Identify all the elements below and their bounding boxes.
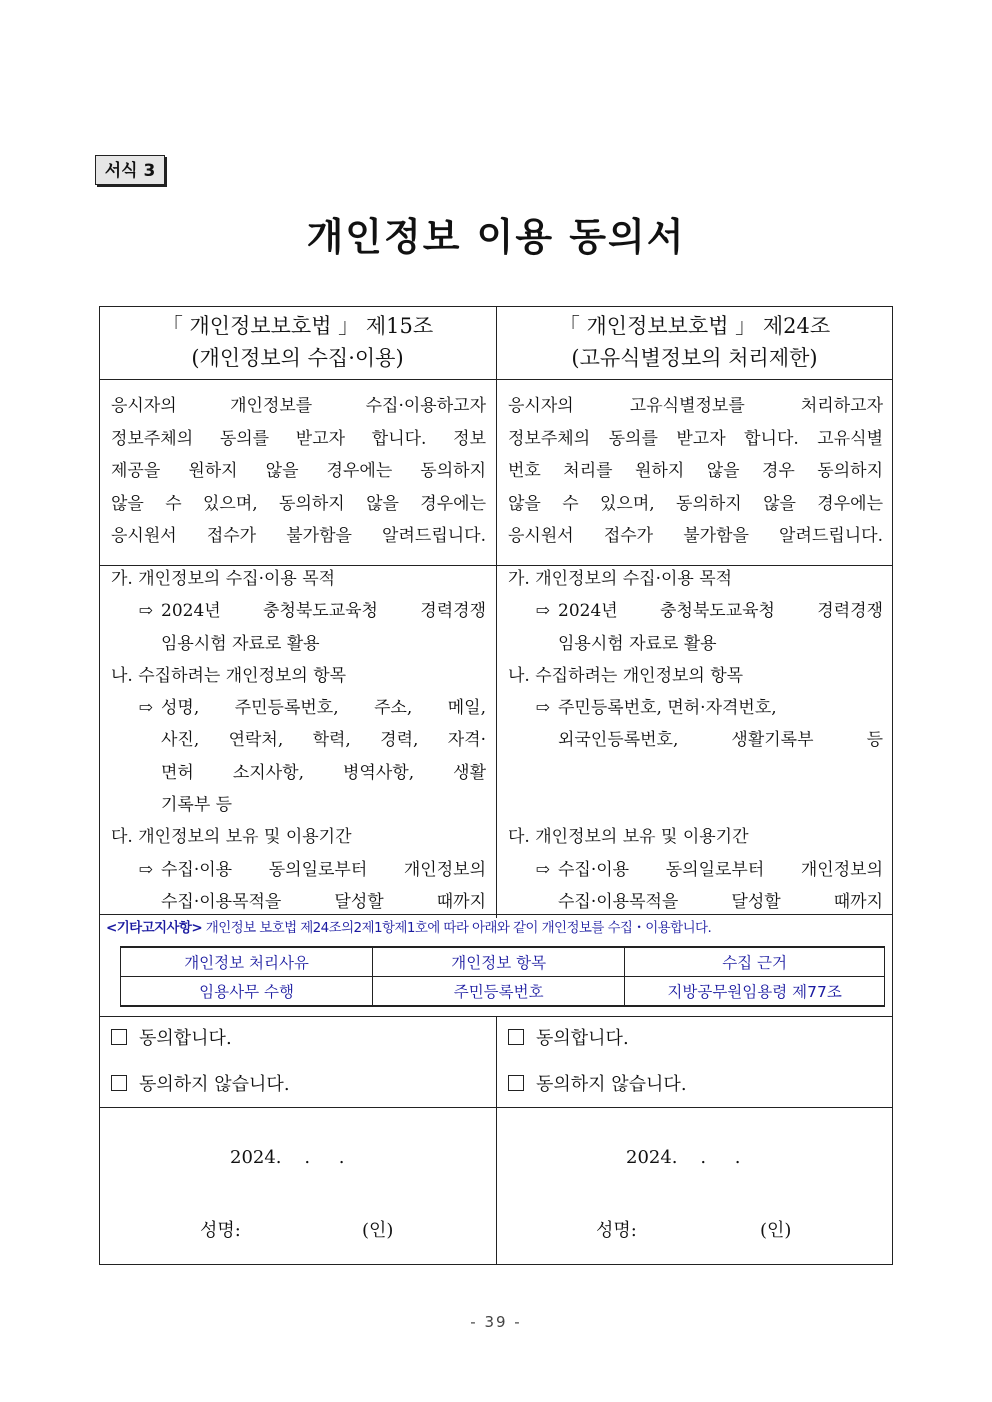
table-cell: 주민등록번호 [373, 977, 625, 1007]
arrow-right-icon: ⇨ [138, 859, 153, 880]
page-number: - 39 - [470, 1313, 522, 1331]
checkbox[interactable] [508, 1075, 524, 1091]
detail-line: 수집·이용 동의일로부터 개인정보의 [558, 859, 883, 880]
disagree-label: 동의하지 않습니다. [139, 1074, 290, 1095]
period-heading: 다. 개인정보의 보유 및 이용기간 [111, 827, 352, 848]
detail-line: 사진, 연락처, 학력, 경력, 자격· [161, 730, 486, 751]
other-notice [106, 916, 886, 936]
detail-line: 주민등록번호, 면허·자격번호, [558, 698, 777, 719]
left-disagree-option[interactable] [111, 1062, 496, 1108]
arrow-right-icon: ⇨ [138, 698, 153, 719]
period-detail [508, 854, 883, 919]
intro-line: 않을 수 있으며, 동의하지 않을 경우에는 [508, 493, 883, 514]
notice-label: <기타고지사항> [106, 920, 203, 936]
items-detail [508, 692, 883, 757]
table-header-cell: 수집 근거 [625, 947, 885, 977]
arrow-right-icon: ⇨ [535, 601, 550, 622]
notice-text: 개인정보 보호법 제24조의2제1항제1호에 따라 아래와 같이 개인정보를 수집・이용합니다. [202, 920, 712, 936]
period-heading: 다. 개인정보의 보유 및 이용기간 [508, 827, 749, 848]
checkbox[interactable] [111, 1029, 127, 1045]
intro-line: 번호 처리를 원하지 않을 경우 동의하지 [508, 461, 883, 481]
detail-line: 면허 소지사항, 병역사항, 생활 [161, 762, 486, 783]
detail-line: 임용시험 자료로 활용 [161, 633, 320, 654]
items-heading: 나. 수집하려는 개인정보의 항목 [508, 665, 744, 686]
row-divider-header [99, 379, 893, 380]
left-header [99, 310, 496, 374]
purpose-heading: 가. 개인정보의 수집·이용 목적 [508, 569, 733, 589]
intro-line: 응시자의 고유식별정보를 처리하고자 [508, 396, 883, 416]
intro-line: 응시원서 접수가 불가함을 알려드립니다. [508, 526, 883, 546]
right-agree-option[interactable] [508, 1016, 893, 1062]
right-name-label: 성명: [596, 1220, 637, 1241]
left-header-subject: (개인정보의 수집·이용) [191, 346, 404, 370]
purpose-heading: 가. 개인정보의 수집·이용 목적 [111, 569, 336, 589]
period-detail [111, 854, 486, 919]
right-details [496, 563, 893, 918]
table-header-row [121, 947, 885, 977]
table-header-cell: 개인정보 항목 [373, 947, 625, 977]
right-header-law: 「 개인정보보호법 」 제24조 [558, 314, 831, 338]
checkbox[interactable] [508, 1029, 524, 1045]
right-consent-options [496, 1016, 893, 1108]
left-date-field[interactable]: 2024. . . [230, 1147, 345, 1168]
purpose-detail [111, 595, 486, 660]
items-detail [111, 692, 486, 821]
left-header-law: 「 개인정보보호법 」 제15조 [161, 314, 434, 338]
arrow-right-icon: ⇨ [535, 698, 550, 719]
detail-line: 성명, 주민등록번호, 주소, 메일, [161, 698, 486, 719]
detail-line: 기록부 등 [161, 795, 233, 816]
left-consent-options [99, 1016, 496, 1108]
agree-label: 동의합니다. [536, 1028, 629, 1049]
table-cell: 임용사무 수행 [121, 977, 373, 1007]
checkbox[interactable] [111, 1075, 127, 1091]
detail-line: 임용시험 자료로 활용 [558, 633, 717, 654]
intro-line: 제공을 원하지 않을 경우에는 동의하지 [111, 461, 486, 481]
detail-line: 2024년 충청북도교육청 경력경쟁 [558, 601, 883, 622]
left-details [99, 563, 496, 918]
document-title: 개인정보 이용 동의서 [306, 215, 686, 259]
intro-line: 응시원서 접수가 불가함을 알려드립니다. [111, 526, 486, 546]
intro-line: 정보주체의 동의를 받고자 합니다. 고유식별 [508, 428, 883, 449]
left-agree-option[interactable] [111, 1016, 496, 1062]
table-cell: 지방공무원임용령 제77조 [625, 977, 885, 1007]
right-date-field[interactable]: 2024. . . [626, 1147, 741, 1168]
left-name-label: 성명: [200, 1220, 241, 1241]
detail-line: 외국인등록번호, 생활기록부 등 [558, 730, 883, 751]
right-header [496, 310, 893, 374]
intro-line: 응시자의 개인정보를 수집·이용하고자 [111, 396, 486, 416]
agree-label: 동의합니다. [139, 1028, 232, 1049]
intro-line: 않을 수 있으며, 동의하지 않을 경우에는 [111, 493, 486, 514]
right-seal-mark: (인) [760, 1220, 792, 1241]
intro-line: 정보주체의 동의를 받고자 합니다. 정보 [111, 428, 486, 449]
arrow-right-icon: ⇨ [535, 859, 550, 880]
processing-basis-table [120, 946, 885, 1007]
form-number-label: 서식 3 [95, 155, 165, 185]
arrow-right-icon: ⇨ [138, 601, 153, 622]
disagree-label: 동의하지 않습니다. [536, 1074, 687, 1095]
left-seal-mark: (인) [362, 1220, 394, 1241]
detail-line: 2024년 충청북도교육청 경력경쟁 [161, 601, 486, 622]
purpose-detail [508, 595, 883, 660]
table-header-cell: 개인정보 처리사유 [121, 947, 373, 977]
items-heading: 나. 수집하려는 개인정보의 항목 [111, 665, 347, 686]
left-intro-paragraph [99, 390, 496, 553]
detail-line: 수집·이용목적을 달성할 때까지 [558, 891, 883, 912]
right-header-subject: (고유식별정보의 처리제한) [571, 346, 818, 370]
right-disagree-option[interactable] [508, 1062, 893, 1108]
detail-line: 수집·이용목적을 달성할 때까지 [161, 891, 486, 912]
right-intro-paragraph [496, 390, 893, 553]
table-row [121, 977, 885, 1007]
detail-line: 수집·이용 동의일로부터 개인정보의 [161, 859, 486, 880]
